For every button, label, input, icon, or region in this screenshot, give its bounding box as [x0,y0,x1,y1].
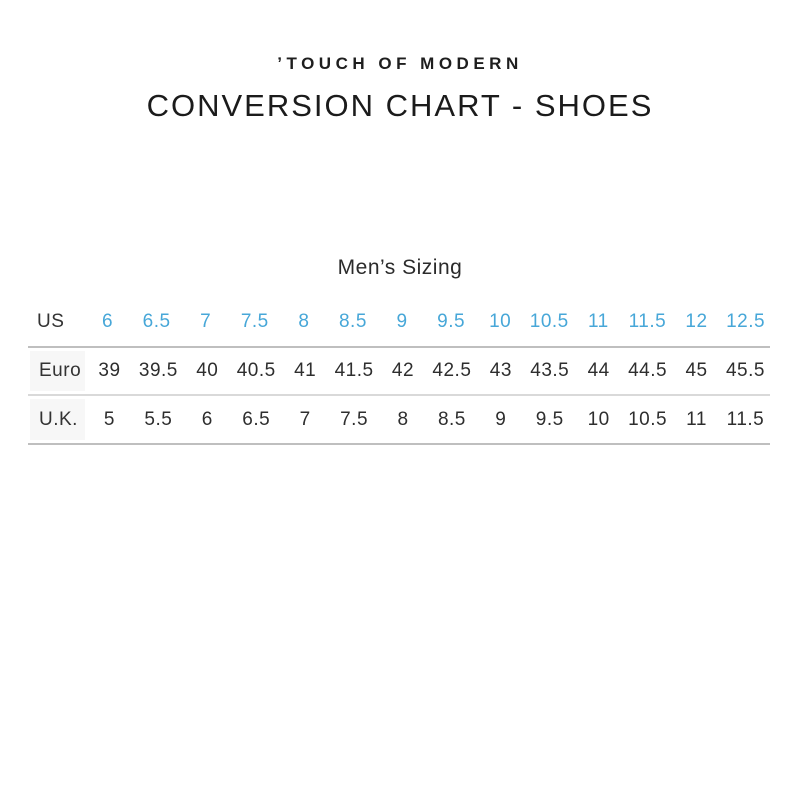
size-cell-us: 12 [685,311,708,332]
size-cell-uk: 8.5 [437,408,466,430]
size-cell-uk: 7 [299,408,311,430]
row-label-euro: Euro [30,351,85,391]
size-cell-uk: 6 [201,408,213,430]
size-cell-us: 11 [587,311,609,332]
size-cell-uk: 6.5 [242,408,271,430]
size-cell-us: 8.5 [338,311,367,332]
page-title: CONVERSION CHART - SHOES [146,88,654,123]
size-cell-us: 9.5 [437,311,466,332]
size-cell-euro: 43 [489,360,512,381]
size-cell-euro: 39.5 [138,360,178,381]
size-cell-us: 11.5 [628,311,667,332]
size-cell-uk: 9.5 [535,408,564,430]
size-cell-uk: 11.5 [726,408,765,430]
size-cell-uk: 10 [587,408,610,430]
table-row-euro [28,348,770,396]
size-cell-euro: 39 [98,360,121,381]
size-cell-euro: 45 [685,360,708,381]
size-cell-euro: 42 [391,360,415,381]
size-cell-uk: 8 [397,408,409,430]
size-cell-euro: 41.5 [334,360,374,381]
size-cell-euro: 42.5 [432,360,472,381]
size-cell-us: 6 [102,311,114,332]
size-cell-us: 12.5 [726,311,766,332]
size-cell-us: 8 [298,311,310,332]
size-cell-us: 7 [200,311,212,332]
size-cell-us: 7.5 [240,311,269,332]
size-cell-euro: 45.5 [725,360,765,381]
size-cell-us: 10 [489,311,512,332]
size-cell-euro: 40 [196,360,219,381]
size-cell-uk: 5.5 [144,408,173,430]
size-cell-euro: 44.5 [628,360,668,381]
size-cell-euro: 44 [587,360,610,381]
row-label-us: US [37,311,65,332]
size-cell-euro: 41 [294,360,317,381]
size-cell-euro: 40.5 [236,360,276,381]
table-row-uk [28,396,770,445]
size-cell-us: 9 [396,311,408,332]
size-cell-us: 10.5 [529,311,569,332]
size-cell-uk: 5 [103,408,115,430]
size-cell-us: 6.5 [142,311,171,332]
brand-logo: ʼTOUCH OF MODERN [277,54,523,73]
size-cell-uk: 10.5 [628,408,668,430]
size-cell-uk: 7.5 [340,408,369,430]
size-cell-euro: 43.5 [530,360,570,381]
size-conversion-table [28,298,770,445]
table-row-us [28,298,770,348]
size-cell-uk: 9 [495,408,507,430]
size-cell-uk: 11 [686,408,707,430]
section-subtitle: Men’s Sizing [337,256,463,279]
row-label-uk: U.K. [30,399,85,440]
